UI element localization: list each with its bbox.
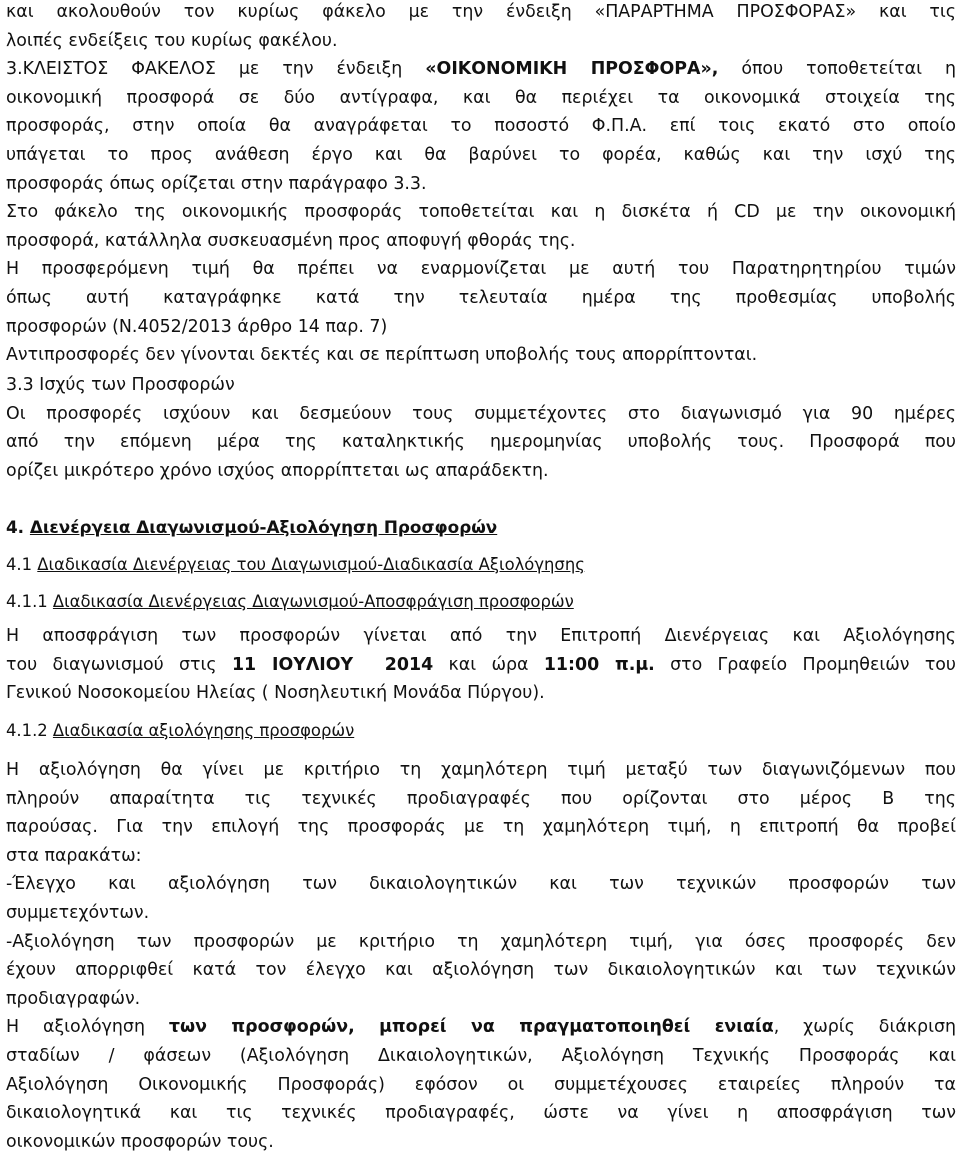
section-4-heading xyxy=(6,514,497,540)
section-heading: 3.3 Ισχύς των Προσφορών xyxy=(6,375,235,395)
text-run: 3.ΚΛΕΙΣΤΟΣ ΦΑΚΕΛΟΣ με την ένδειξη xyxy=(6,59,426,80)
text-line: πληρούν απαραίτητα τις τεχνικές προδιαγραφές που ορίζονται στο μέρος Β της xyxy=(6,788,956,809)
text-line: προσφορών (Ν.4052/2013 άρθρο 14 παρ. 7) xyxy=(6,316,388,337)
text-line: προσφορά, κατάλληλα συσκευασμένη προς αποφυγή φθοράς της. xyxy=(6,230,576,251)
text-line: οικονομικών προσφορών τους. xyxy=(6,1131,274,1152)
subsection-4-1-2-heading xyxy=(6,718,354,744)
text-line: έχουν απορριφθεί κατά τον έλεγχο και αξιολόγηση των δικαιολογητικών και των τεχνικών xyxy=(6,960,956,981)
text-run-bold: «ΟΙΚΟΝΟΜΙΚΗ ΠΡΟΣΦΟΡΑ», xyxy=(425,59,719,80)
text-run: , χωρίς διάκριση xyxy=(773,1017,957,1038)
text-line: Οι προσφορές ισχύουν και δεσμεύουν τους συμμετέχοντες στο διαγωνισμό για 90 ημέρες xyxy=(6,403,956,424)
opening-date: 11 ΙΟΥΛΙΟΥ 2014 xyxy=(231,654,434,675)
subsection-number: 4.1.2 xyxy=(6,721,53,740)
text-run: και ώρα xyxy=(433,654,544,675)
opening-time: 11:00 π.μ. xyxy=(543,654,655,675)
text-line: Η αξιολόγηση θα γίνει με κριτήριο τη χαμηλότερη τιμή μεταξύ των διαγωνιζόμενων που xyxy=(6,760,956,780)
text-line: λοιπές ενδείξεις του κυρίως φακέλου. xyxy=(6,30,338,51)
text-run: του διαγωνισμού στις xyxy=(6,654,232,675)
evaluation-paragraph xyxy=(6,756,956,1156)
text-line: Η αποσφράγιση των προσφορών γίνεται από την Επιτροπή Διενέργειας και Αξιολόγησης xyxy=(6,626,956,646)
subsection-title: Διαδικασία Διενέργειας Διαγωνισμού-Αποσφράγιση προσφορών xyxy=(52,592,574,611)
text-line: στα παρακάτω: xyxy=(6,845,142,866)
text-run: όπου τοποθετείται η xyxy=(718,59,956,80)
text-line: όπως αυτή καταγράφηκε κατά την τελευταία ημέρα της προθεσμίας υποβολής xyxy=(6,287,956,308)
subsection-number: 4.1.1 xyxy=(6,592,53,611)
text-line: Γενικού Νοσοκομείου Ηλείας ( Νοσηλευτική Μονάδα Πύργου). xyxy=(6,683,545,704)
text-line: προσφοράς όπως ορίζεται στην παράγραφο 3.3. xyxy=(6,173,427,194)
text-line: προδιαγραφών. xyxy=(6,988,141,1009)
text-run: στο Γραφείο Προμηθειών του xyxy=(654,654,956,675)
text-line: σταδίων / φάσεων (Αξιολόγηση Δικαιολογητικών, Αξιολόγηση Τεχνικής Προσφοράς και xyxy=(6,1045,956,1066)
text-run: Η αξιολόγηση xyxy=(6,1017,169,1038)
text-line: Αντιπροσφορές δεν γίνονται δεκτές και σε περίπτωση υποβολής τους απορρίπτονται. xyxy=(6,345,758,366)
text-line: ορίζει μικρότερο χρόνο ισχύος απορρίπτεται ως απαράδεκτη. xyxy=(6,460,549,481)
subsection-number: 4.1 xyxy=(6,555,38,574)
text-line: και ακολουθούν τον κυρίως φάκελο με την ένδειξη «ΠΑΡΑΡΤΗΜΑ ΠΡΟΣΦΟΡΑΣ» και τις xyxy=(6,2,956,22)
text-line: συμμετεχόντων. xyxy=(6,902,150,923)
text-line xyxy=(6,1013,956,1042)
envelope-paragraph xyxy=(6,0,956,370)
text-line: -Έλεγχο και αξιολόγηση των δικαιολογητικών και των τεχνικών προσφορών των xyxy=(6,874,956,895)
text-line: δικαιολογητικά και τις τεχνικές προδιαγραφές, ώστε να γίνει η αποσφράγιση των xyxy=(6,1103,956,1124)
subsection-title: Διαδικασία αξιολόγησης προσφορών xyxy=(52,721,355,740)
text-line: Στο φάκελο της οικονομικής προσφοράς τοποθετείται και η δισκέτα ή CD με την οικονομική xyxy=(6,202,956,223)
text-run-bold: των προσφορών, μπορεί να πραγματοποιηθεί ενιαία xyxy=(168,1017,774,1038)
text-line xyxy=(6,55,956,84)
section-title: Διενέργεια Διαγωνισμού-Αξιολόγηση Προσφορών xyxy=(29,517,498,537)
subsection-4-1-heading xyxy=(6,552,585,578)
text-line: Η προσφερόμενη τιμή θα πρέπει να εναρμονίζεται με αυτή του Παρατηρητηρίου τιμών xyxy=(6,259,956,280)
text-line xyxy=(6,651,956,680)
section-number: 4. xyxy=(6,517,30,537)
subsection-title: Διαδικασία Διενέργειας του Διαγωνισμού-Διαδικασία Αξιολόγησης xyxy=(37,555,585,574)
text-line: οικονομική προσφορά σε δύο αντίγραφα, και θα περιέχει τα οικονομικά στοιχεία της xyxy=(6,87,956,108)
text-line: παρούσας. Για την επιλογή της προσφοράς με τη χαμηλότερη τιμή, η επιτροπή θα προβεί xyxy=(6,817,956,838)
opening-paragraph xyxy=(6,622,956,708)
text-line: υπάγεται το προς ανάθεση έργο και θα βαρύνει το φορέα, καθώς και την ισχύ της xyxy=(6,144,956,165)
text-line: -Αξιολόγηση των προσφορών με κριτήριο τη χαμηλότερη τιμή, για όσες προσφορές δεν xyxy=(6,931,956,952)
validity-section xyxy=(6,371,956,485)
text-line: Αξιολόγηση Οικονομικής Προσφοράς) εφόσον οι συμμετέχουσες εταιρείες πληρούν τα xyxy=(6,1074,956,1095)
text-line: από την επόμενη μέρα της καταληκτικής ημερομηνίας υποβολής τους. Προσφορά που xyxy=(6,432,956,453)
text-line: προσφοράς, στην οποία θα αναγράφεται το ποσοστό Φ.Π.Α. επί τοις εκατό στο οποίο xyxy=(6,116,956,137)
subsection-4-1-1-heading xyxy=(6,589,574,615)
